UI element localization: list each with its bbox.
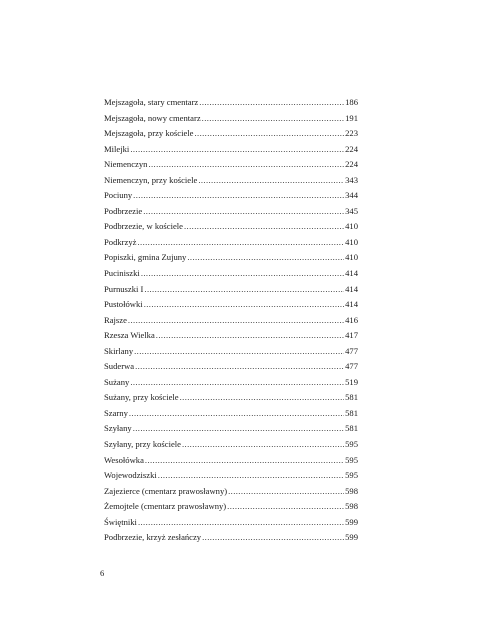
dot-leader xyxy=(186,250,344,266)
toc-entry-title: Rzesza Wielka xyxy=(104,330,155,341)
dot-leader xyxy=(179,390,344,406)
toc-entry-title: Świętniki xyxy=(104,516,137,527)
dot-leader xyxy=(129,375,344,391)
dot-leader xyxy=(132,421,344,437)
toc-entry-page: 416 xyxy=(345,314,358,325)
dot-leader xyxy=(143,282,344,298)
toc-entry-title: Sużany xyxy=(104,376,130,387)
toc-entry-title: Podbrzezie, w kościele xyxy=(104,221,183,232)
toc-entry-page: 414 xyxy=(345,268,358,279)
dot-leader xyxy=(183,219,344,235)
toc-entry-title: Podkrzyż xyxy=(104,236,137,247)
dot-leader xyxy=(197,173,344,189)
dot-leader xyxy=(201,111,344,127)
toc-entry xyxy=(104,235,358,251)
toc-entry-page: 477 xyxy=(345,345,358,356)
toc-entry-page: 599 xyxy=(345,532,358,543)
toc-entry-page: 191 xyxy=(345,112,358,123)
toc-entry xyxy=(104,297,358,313)
toc-entry xyxy=(104,421,358,437)
toc-entry-title: Szarny xyxy=(104,407,128,418)
dot-leader xyxy=(137,515,344,531)
dot-leader xyxy=(132,188,344,204)
dot-leader xyxy=(140,266,344,282)
toc-entry xyxy=(104,359,358,375)
toc-entry-page: 344 xyxy=(345,190,358,201)
toc-entry-page: 477 xyxy=(345,361,358,372)
toc-entry xyxy=(104,328,358,344)
toc-entry-title: Mejszagoła, przy kościele xyxy=(104,128,194,139)
toc-entry-page: 519 xyxy=(345,376,358,387)
dot-leader xyxy=(226,499,344,515)
toc-entry xyxy=(104,188,358,204)
toc-entry xyxy=(104,468,358,484)
dot-leader xyxy=(128,406,344,422)
toc-entry xyxy=(104,219,358,235)
dot-leader xyxy=(157,468,344,484)
toc-entry-page: 595 xyxy=(345,454,358,465)
dot-leader xyxy=(201,530,344,546)
toc-entry xyxy=(104,126,358,142)
toc-entry xyxy=(104,499,358,515)
toc-entry xyxy=(104,406,358,422)
toc-entry xyxy=(104,142,358,158)
toc-entry-page: 186 xyxy=(345,97,358,107)
toc-entry-title: Żemojtele (cmentarz prawosławny) xyxy=(104,501,227,512)
toc-entry-page: 410 xyxy=(345,221,358,232)
toc-entry-title: Suderwa xyxy=(104,361,135,372)
dot-leader xyxy=(227,484,344,500)
toc-entry-page: 599 xyxy=(345,516,358,527)
toc-entry-page: 581 xyxy=(345,392,358,403)
toc-entry xyxy=(104,375,358,391)
toc-entry-page: 598 xyxy=(345,501,358,512)
toc-entry xyxy=(104,204,358,220)
toc-entry-title: Mejszagoła, nowy cmentarz xyxy=(104,112,201,123)
dot-leader xyxy=(198,95,344,111)
toc-entry-title: Mejszagoła, stary cmentarz xyxy=(104,97,199,107)
toc-entry-page: 345 xyxy=(345,205,358,216)
toc-entry-page: 581 xyxy=(345,407,358,418)
table-of-contents xyxy=(104,95,358,546)
toc-entry-title: Purnuszki I xyxy=(104,283,144,294)
toc-entry xyxy=(104,282,358,298)
toc-entry-page: 224 xyxy=(345,143,358,154)
toc-entry xyxy=(104,390,358,406)
toc-entry-title: Niemenczyn xyxy=(104,159,148,170)
dot-leader xyxy=(142,204,344,220)
toc-entry-title: Podbrzezie, krzyż zesłańczy xyxy=(104,532,202,543)
toc-entry-title: Popiszki, gmina Zujuny xyxy=(104,252,187,263)
dot-leader xyxy=(134,359,344,375)
toc-entry-page: 414 xyxy=(345,299,358,310)
toc-entry-title: Szyłany xyxy=(104,423,132,434)
toc-entry xyxy=(104,530,358,546)
toc-entry-page: 581 xyxy=(345,423,358,434)
toc-entry-title: Pustołówki xyxy=(104,299,143,310)
toc-entry-page: 224 xyxy=(345,159,358,170)
toc-entry-title: Zajezierce (cmentarz prawosławny) xyxy=(104,485,228,496)
dot-leader xyxy=(133,344,344,360)
toc-entry-title: Skirlany xyxy=(104,345,134,356)
dot-leader xyxy=(143,297,344,313)
toc-entry-title: Niemenczyn, przy kościele xyxy=(104,174,198,185)
toc-entry-page: 410 xyxy=(345,236,358,247)
dot-leader xyxy=(129,142,344,158)
toc-entry-title: Rajsze xyxy=(104,314,127,325)
toc-entry-page: 595 xyxy=(345,470,358,481)
toc-entry-title: Pociuny xyxy=(104,190,133,201)
toc-entry xyxy=(104,173,358,189)
page-number: 6 xyxy=(100,568,105,578)
toc-entry-title: Milejki xyxy=(104,143,130,154)
toc-entry-title: Wojewodziszki xyxy=(104,470,157,481)
dot-leader xyxy=(181,437,344,453)
toc-entry xyxy=(104,266,358,282)
toc-entry-page: 598 xyxy=(345,485,358,496)
dot-leader xyxy=(136,235,344,251)
toc-entry-title: Sużany, przy kościele xyxy=(104,392,179,403)
toc-entry-page: 343 xyxy=(345,174,358,185)
dot-leader xyxy=(193,126,344,142)
toc-entry xyxy=(104,437,358,453)
toc-entry xyxy=(104,157,358,173)
toc-entry xyxy=(104,453,358,469)
toc-entry-title: Szyłany, przy kościele xyxy=(104,439,181,450)
dot-leader xyxy=(155,328,344,344)
toc-entry-page: 223 xyxy=(345,128,358,139)
toc-entry-title: Puciniszki xyxy=(104,268,140,279)
toc-entry xyxy=(104,250,358,266)
toc-entry-page: 410 xyxy=(345,252,358,263)
toc-entry-title: Podbrzezie xyxy=(104,205,143,216)
toc-entry xyxy=(104,313,358,329)
toc-entry-page: 417 xyxy=(345,330,358,341)
toc-entry xyxy=(104,344,358,360)
dot-leader xyxy=(144,453,344,469)
toc-entry xyxy=(104,95,358,111)
toc-entry xyxy=(104,515,358,531)
toc-entry-title: Wesołówka xyxy=(104,454,144,465)
toc-entry xyxy=(104,111,358,127)
toc-entry-page: 414 xyxy=(345,283,358,294)
toc-entry xyxy=(104,484,358,500)
toc-entry-page: 595 xyxy=(345,439,358,450)
dot-leader xyxy=(147,157,344,173)
dot-leader xyxy=(127,313,344,329)
